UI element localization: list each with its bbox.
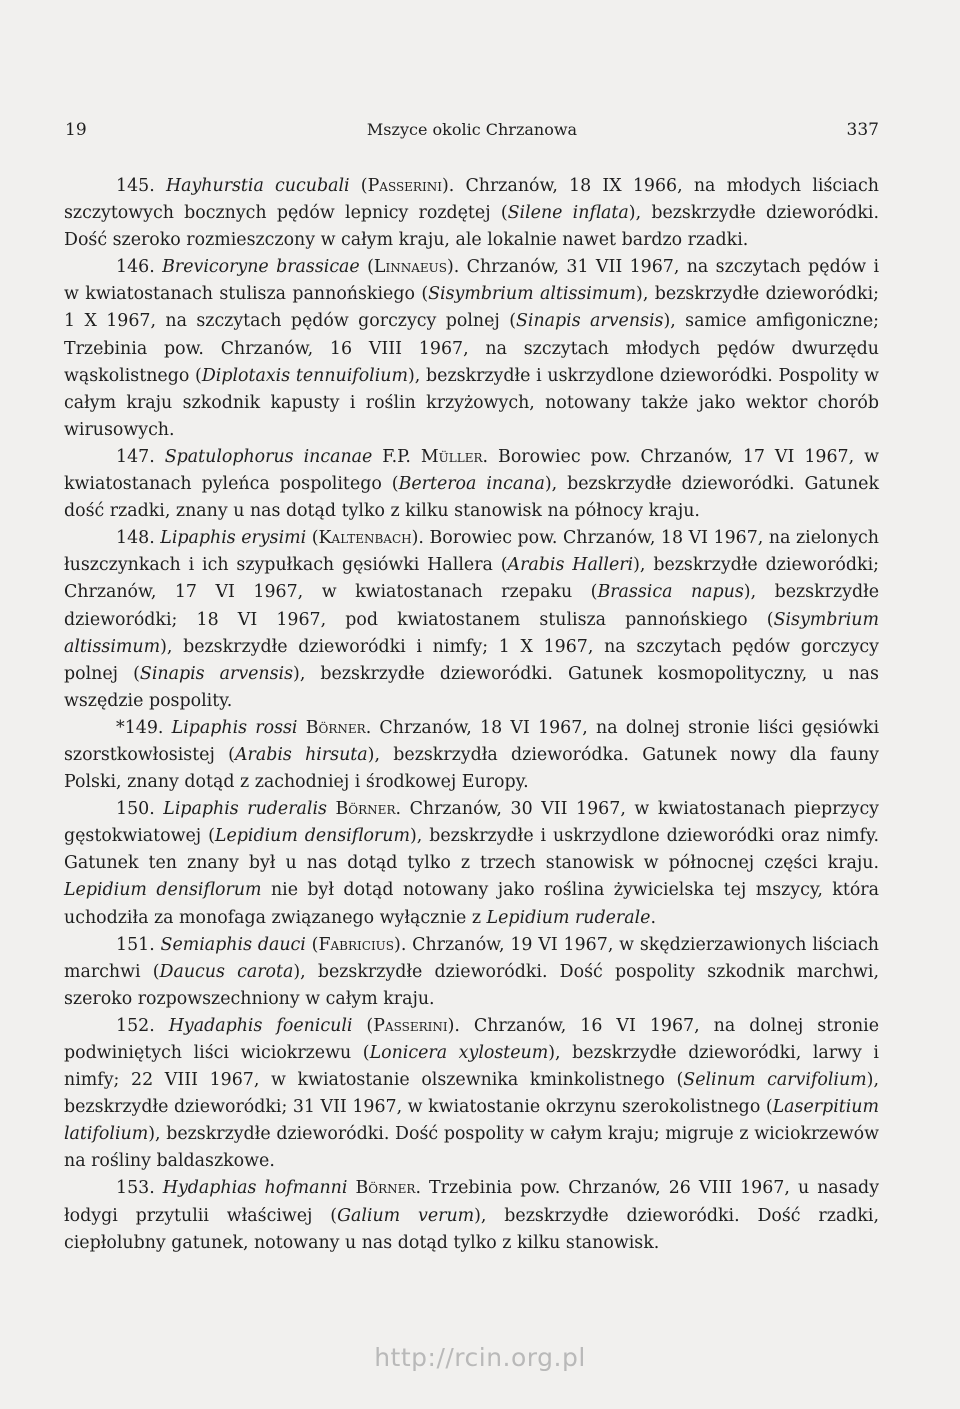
species-name: Hayhurstia cucubali xyxy=(165,176,350,196)
page-number: 337 xyxy=(846,120,879,140)
host-plant-name: Brassica napus xyxy=(597,582,744,603)
author-name: Passerini xyxy=(367,176,442,196)
species-name: Lipaphis ruderalis xyxy=(163,799,327,820)
entry-number: 146. xyxy=(116,257,163,278)
author-name: Passerini xyxy=(373,1015,448,1036)
author-name: Börner xyxy=(335,799,396,820)
entry-145 xyxy=(64,173,879,254)
text-run: ). Borowiec pow. Chrzanów, 18 VI 1967, na zielonych łuszczynkach i ich szypułkach gęsiówki Hallera ( xyxy=(64,528,879,576)
page-header xyxy=(65,120,879,144)
author-name: Börner xyxy=(305,717,366,738)
text-run: ), bezskrzydłe dzieworódki i nimfy; 1 X 1967, na szczytach pędów gorczycy polnej ( xyxy=(64,636,879,684)
text-run: ( xyxy=(352,1015,374,1036)
species-name: Lipaphis rossi xyxy=(171,717,298,738)
host-plant-name: Arabis hirsuta xyxy=(234,744,368,765)
text-run: ), bezskrzydłe dzieworódki; 31 VII 1967, w kwiatostanie okrzynu szerokolistnego ( xyxy=(64,1070,879,1118)
entry-number: 148. xyxy=(116,528,161,549)
entry-number: 147. xyxy=(116,446,165,467)
entry-number: 152. xyxy=(116,1015,169,1036)
host-plant-name: Galium verum xyxy=(337,1205,475,1226)
entry-146 xyxy=(64,254,879,444)
author-name: Fabricius xyxy=(318,934,395,955)
text-run: . Trzebinia pow. Chrzanów, 26 VIII 1967, u nasady łodygi przytulii właściwej ( xyxy=(64,1178,880,1226)
text-run: nie był dotąd notowany jako roślina żywicielska tej mszycy, która uchodziła za monofaga związanego wyłącznie z xyxy=(64,880,879,928)
text-run: ). Chrzanów, 16 VI 1967, na dolnej stronie podwiniętych liści wiciokrzewu ( xyxy=(64,1015,880,1063)
species-name: Semiaphis dauci xyxy=(160,934,306,955)
text-run: ), bezskrzydłe dzieworódki. Dość pospolity szkodnik marchwi, szeroko rozpowszechniony w całym kraju. xyxy=(64,961,879,1009)
text-run: . xyxy=(650,907,656,928)
text-run: ( xyxy=(305,934,319,955)
text-run: ). Chrzanów, 18 IX 1966, na młodych liściach szczytowych bocznych pędów lepnicy rozdętej ( xyxy=(64,176,879,224)
author-name: Kaltenbach xyxy=(318,528,412,549)
text-run: ), bezskrzydłe dzieworódki. Gatunek dość rzadki, znany u nas dotąd tylko z kilku stanowisk na północy kraju. xyxy=(64,474,879,522)
entry-150 xyxy=(64,796,879,931)
text-run: ( xyxy=(306,528,319,549)
author-name: Müller xyxy=(420,446,483,467)
watermark-url: http://rcin.org.pl xyxy=(374,1343,586,1372)
text-run: . Chrzanów, 30 VII 1967, w kwiatostanach pieprzycy gęstokwiatowej ( xyxy=(64,799,880,847)
host-plant-name: Silene inflata xyxy=(507,203,629,224)
text-run: ), samice amfigoniczne; Trzebinia pow. Chrzanów, 16 VIII 1967, na szczytach młodych pędów dwurzędu wąskolistnego ( xyxy=(64,311,879,386)
text-run: ), bezskrzydłe dzieworódki. Dość rzadki, ciepłolubny gatunek, notowany u nas dotąd tylko z kilku stanowisk. xyxy=(64,1205,879,1253)
text-run: ), bezskrzydłe dzieworódki. Gatunek kosmopolityczny, u nas wszędzie pospolity. xyxy=(64,663,879,711)
host-plant-name: Sinapis arvensis xyxy=(515,311,664,332)
body-text xyxy=(64,173,879,1257)
entry-number: 151. xyxy=(116,934,161,955)
entry-number: 145. xyxy=(116,176,166,196)
text-run xyxy=(327,799,336,819)
text-run: ), bezskrzydłe dzieworódki; 18 VI 1967, pod kwiatostanem stulisza pannońskiego ( xyxy=(64,582,880,630)
text-run: F.P. xyxy=(372,446,421,467)
header-left-number: 19 xyxy=(65,120,87,140)
text-run xyxy=(298,718,306,738)
text-run: ), bezskrzydłe dzieworódki; 1 X 1967, na szczytach pędów gorczycy polnej ( xyxy=(64,284,879,332)
entry-number: 153. xyxy=(116,1178,163,1199)
text-run: ), bezskrzydłe dzieworódki. Dość szeroko rozmieszczony w całym kraju, ale lokalnie nawet bardzo rzadki. xyxy=(64,203,880,251)
species-name: Hydaphias hofmanni xyxy=(162,1178,348,1199)
species-name: Hyadaphis foeniculi xyxy=(168,1015,353,1036)
text-run: ), bezskrzydłe dzieworódki, larwy i nimfy; 22 VIII 1967, w kwiatostanie olszewnika kminkolistnego ( xyxy=(64,1043,879,1091)
author-name: Linnaeus xyxy=(373,257,447,278)
host-plant-name: Selinum carvifolium xyxy=(683,1070,867,1091)
text-run: ). Chrzanów, 31 VII 1967, na szczytach pędów i w kwiatostanach stulisza pannońskiego ( xyxy=(64,257,880,305)
host-plant-name: Laserpitium latifolium xyxy=(64,1097,879,1145)
text-run: . Chrzanów, 18 VI 1967, na dolnej stronie liści gęsiówki szorstkowłosistej ( xyxy=(64,717,880,765)
text-run: ), bezskrzydłe dzieworódki. Dość pospolity w całym kraju; migruje z wiciokrzewów na rośliny baldaszkowe. xyxy=(64,1124,879,1172)
species-name: Spatulophorus incanae xyxy=(164,446,373,467)
text-run: . Borowiec pow. Chrzanów, 17 VI 1967, w kwiatostanach pyleńca pospolitego ( xyxy=(64,446,879,495)
text-run: ), bezskrzydłe i uskrzydlone dzieworódki oraz nimfy. Gatunek ten znany był u nas dotąd tylko z trzech stanowisk w północnej części kraju. xyxy=(64,826,879,874)
text-run: ), bezskrzydła dzieworódka. Gatunek nowy dla fauny Polski, znany dotąd z zachodniej i środkowej Europy. xyxy=(64,744,880,793)
text-run: ), bezskrzydłe i uskrzydlone dzieworódki. Pospolity w całym kraju szkodnik kapusty i roślin krzyżowych, notowany także jako wektor chorób wirusowych. xyxy=(64,365,880,440)
running-title: Mszyce okolic Chrzanowa xyxy=(366,120,578,139)
species-name: Brevicoryne brassicae xyxy=(162,257,360,278)
host-plant-name: Lepidium ruderale xyxy=(486,907,651,928)
entry-number: *149. xyxy=(116,717,172,738)
host-plant-name: Diplotaxis tennuifolium xyxy=(201,365,409,386)
entry-number: 150. xyxy=(116,799,164,820)
host-plant-name: Lonicera xylosteum xyxy=(369,1043,549,1063)
text-run: ( xyxy=(359,257,374,278)
host-plant-name: Lepidium densiflorum xyxy=(64,880,262,901)
species-name: Lipaphis erysimi xyxy=(160,528,307,549)
host-plant-name: Sisymbrium altissimum xyxy=(428,284,637,305)
entry-152 xyxy=(64,1013,879,1176)
host-plant-name: Arabis Halleri xyxy=(507,555,634,576)
text-run: ). Chrzanów, 19 VI 1967, w skędzierzawionych liściach marchwi ( xyxy=(64,934,879,982)
host-plant-name: Lepidium densiflorum xyxy=(214,826,410,847)
entry-153 xyxy=(64,1175,879,1256)
host-plant-name: Berteroa incana xyxy=(398,474,545,495)
host-plant-name: Sisymbrium altissimum xyxy=(64,609,879,657)
entry-148 xyxy=(64,525,879,715)
text-run xyxy=(347,1178,355,1198)
entry-149 xyxy=(64,715,879,796)
text-run: ( xyxy=(349,176,368,196)
host-plant-name: Sinapis arvensis xyxy=(139,663,294,684)
entry-151 xyxy=(64,932,879,1013)
text-run: ), bezskrzydłe dzieworódki; Chrzanów, 17 VI 1967, w kwiatostanach rzepaku ( xyxy=(64,555,879,603)
author-name: Börner xyxy=(355,1178,416,1199)
entry-147 xyxy=(64,444,879,525)
host-plant-name: Daucus carota xyxy=(159,961,294,982)
